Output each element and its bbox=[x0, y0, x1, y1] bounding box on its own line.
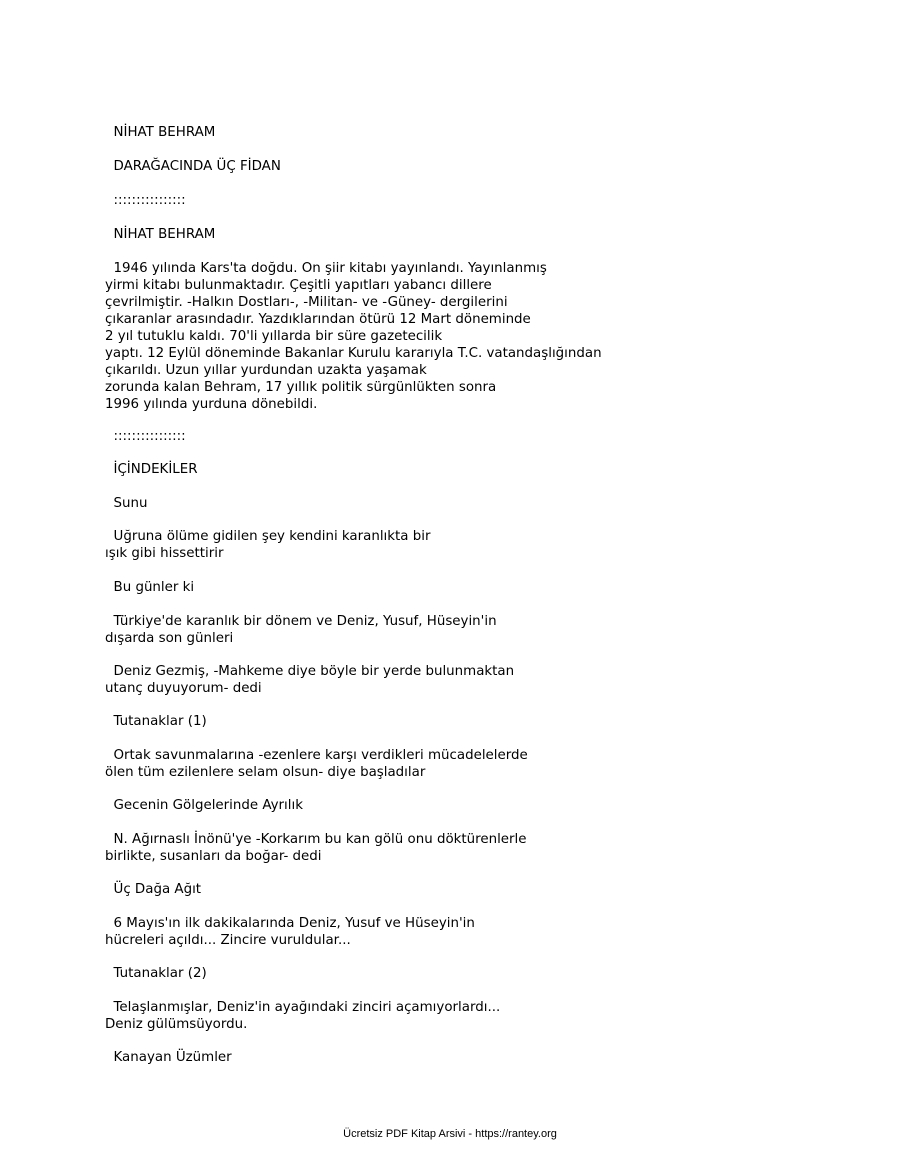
separator: :::::::::::::::: bbox=[105, 429, 186, 444]
contents-entry: Sunu bbox=[105, 496, 148, 511]
contents-heading: İÇİNDEKİLER bbox=[105, 462, 198, 477]
contents-entry: Tutanaklar (2) bbox=[105, 966, 207, 981]
contents-entry: 6 Mayıs'ın ilk dakikalarında Deniz, Yusuf ve Hüseyin'in hücreleri açıldı... Zincire vuruldular... bbox=[105, 916, 475, 948]
contents-entry: Uğruna ölüme gidilen şey kendini karanlıkta bir ışık gibi hissettirir bbox=[105, 529, 431, 561]
contents-entry: Kanayan Üzümler bbox=[105, 1050, 232, 1065]
contents-entry: Telaşlanmışlar, Deniz'in ayağındaki zinciri açamıyorlardı... Deniz gülümsüyordu. bbox=[105, 1000, 501, 1032]
bio-paragraph: 1946 yılında Kars'ta doğdu. On şiir kitabı yayınlandı. Yayınlanmış yirmi kitabı bulunmaktadır. Çeşitli yapıtları yabancı dillere çevrilmiştir. -Halkın Dostları-, -Militan- ve -Güney- dergilerini çıkaranlar arasındadır. Yazdıklarından ötürü 12 Mart döneminde 2 yıl tutuklu kaldı. 70'li yıllarda bir süre gazetecilik yaptı. 12 Eylül döneminde Bakanlar Kurulu kararıyla T.C. vatandaşlığından çıkarıldı. Uzun yıllar yurdundan uzakta yaşamak zorunda kalan Behram, 17 yıllık politik sürgünlükten sonra 1996 yılında yurduna dönebildi. bbox=[105, 261, 602, 412]
contents-entry: Deniz Gezmiş, -Mahkeme diye böyle bir yerde bulunmaktan utanç duyuyorum- dedi bbox=[105, 664, 515, 696]
contents-entry: Üç Dağa Ağıt bbox=[105, 882, 202, 897]
contents-entry: Bu günler ki bbox=[105, 580, 195, 595]
book-title: DARAĞACINDA ÜÇ FİDAN bbox=[105, 159, 281, 174]
contents-entry: Tutanaklar (1) bbox=[105, 714, 207, 729]
bio-heading: NİHAT BEHRAM bbox=[105, 227, 216, 242]
contents-entry: Gecenin Gölgelerinde Ayrılık bbox=[105, 798, 303, 813]
author-name: NİHAT BEHRAM bbox=[105, 125, 216, 140]
contents-entry: Ortak savunmalarına -ezenlere karşı verdikleri mücadelelerde ölen tüm ezilenlere selam olsun- diye başladılar bbox=[105, 748, 528, 780]
contents-entry: N. Ağırnaslı İnönü'ye -Korkarım bu kan gölü onu döktürenlerle birlikte, susanları da boğar- dedi bbox=[105, 832, 527, 864]
contents-entry: Türkiye'de karanlık bir dönem ve Deniz, Yusuf, Hüseyin'in dışarda son günleri bbox=[105, 614, 497, 646]
separator: :::::::::::::::: bbox=[105, 193, 186, 208]
footer-text: Ücretsiz PDF Kitap Arsivi - https://rantey.org bbox=[343, 1128, 557, 1140]
